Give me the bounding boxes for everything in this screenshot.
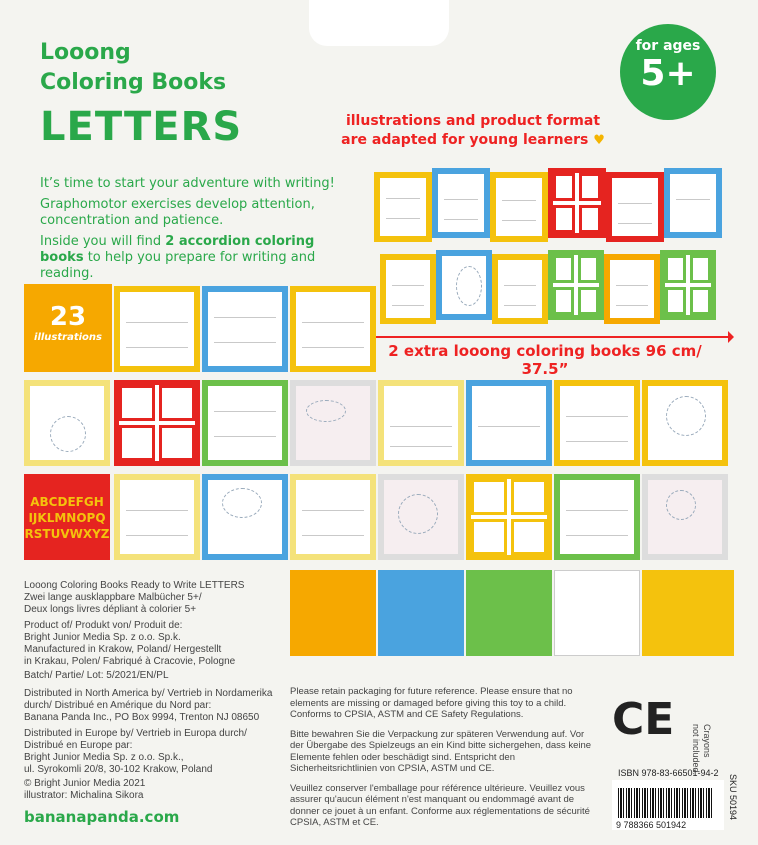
illustrations-label: illustrations <box>34 332 102 343</box>
page-thumb <box>202 286 288 372</box>
page-thumb <box>24 380 110 466</box>
copyright: © Bright Junior Media 2021 illustrator: Michalina Sikora <box>24 778 146 801</box>
page-thumb <box>642 380 728 466</box>
adapted-line-1: illustrations and product format <box>345 113 601 129</box>
page-thumb <box>642 474 728 560</box>
activity-maze <box>378 570 464 656</box>
product-info: Looong Coloring Books Ready to Write LETTERS Zwei lange ausklappbare Malbücher 5+/ Deux longs livres dépliant à colorier 5+ <box>24 580 245 615</box>
length-arrow <box>372 336 728 338</box>
safety-fr: Veuillez conserver l'emballage pour référence ultérieure. Veuillez vous assurer qu'aucun élément n'est manquant ou endommagé avant de donner ce jouet à un enfant. Conforme aux réglementations de sécurité CPSIA, ASTM et CE. <box>290 782 590 828</box>
na-distribution: Distributed in North America by/ Vertrieb in Nordamerika durch/ Distribué en Amérique du Nord par: Banana Panda Inc., PO Box 9994, Trenton NJ 08650 <box>24 688 273 723</box>
batch-info: Batch/ Partie/ Lot: 5/2021/EN/PL <box>24 670 169 681</box>
page-title: LETTERS <box>40 104 243 150</box>
brand-line-2: Coloring Books <box>40 70 227 95</box>
age-prefix: for ages <box>635 38 701 54</box>
page-thumb <box>554 474 640 560</box>
safety-en: Please retain packaging for future reference. Please ensure that no elements are missing or damaged before giving this toy to a child. Conforms to CPSIA, ASTM and CE Safety Regulations. <box>290 686 573 720</box>
activity-letters <box>466 570 552 656</box>
activity-alphabet-grid <box>290 570 376 656</box>
alphabet-row-1: ABCDEFGH <box>30 495 104 509</box>
page-thumb <box>114 286 200 372</box>
activity-coloring <box>554 570 640 656</box>
producer-info: Product of/ Produkt von/ Produit de: Bright Junior Media Sp. z o.o. Sp.k. <box>24 620 183 643</box>
ce-mark: CE <box>612 694 675 745</box>
intro-p3: Inside you will find 2 accordion coloring books to help you prepare for writing and reading. <box>40 234 316 281</box>
length-banner: 2 extra looong coloring books 96 cm/ 37.5” <box>388 342 702 378</box>
accordion-book-2 <box>380 254 716 324</box>
barcode-bars <box>618 788 714 818</box>
intro-text <box>40 176 360 287</box>
age-value: 5+ <box>640 53 696 94</box>
safety-de: Bitte bewahren Sie die Verpackung zur späteren Verwendung auf. Vor der Übergabe des Spielzeugs an ein Kind bitte sichergehen, dass keine Elemente fehlen oder beschädigt sind. Entspricht den Sicherheitsrichtlinien von CPSIA, ASTM und CE. <box>290 728 592 774</box>
hanger-hole <box>309 0 449 46</box>
adapted-note <box>338 112 608 150</box>
alphabet-row-2: IJKLMNOPQ <box>28 511 106 525</box>
eu-distribution: Distributed in Europe by/ Vertrieb in Europa durch/ Distribué en Europe par: Bright Junior Media Sp. z o.o. Sp.k., ul. Syrokomli 20/8, 30-102 Krakow, Poland <box>24 728 247 775</box>
barcode-number: 9 788366 501942 <box>616 820 687 830</box>
manufacture-info: Manufactured in Krakow, Poland/ Hergestellt in Krakau, Polen/ Fabriqué à Cracovie, Pologne <box>24 644 236 667</box>
activity-lowercase <box>642 570 734 656</box>
website-link[interactable]: bananapanda.com <box>24 808 180 826</box>
page-thumb <box>202 380 288 466</box>
illustrations-badge <box>24 284 112 372</box>
barcode <box>612 780 724 830</box>
page-thumb <box>466 380 552 466</box>
page-thumb <box>290 380 376 466</box>
adapted-line-2: are adapted for young learners <box>341 132 589 148</box>
page-thumb <box>466 474 552 560</box>
heart-icon: ♥ <box>593 133 605 148</box>
isbn: ISBN 978-83-66501-94-2 <box>618 768 719 778</box>
crayons-note: Crayons not included. <box>691 724 712 776</box>
intro-p2: Graphomotor exercises develop attention, concentration and patience. <box>40 197 315 228</box>
page-thumb <box>378 380 464 466</box>
page-thumb <box>554 380 640 466</box>
alphabet-poster <box>24 474 110 560</box>
illustrations-count: 23 <box>49 302 87 332</box>
age-badge <box>620 24 716 120</box>
page-thumb <box>378 474 464 560</box>
page-thumb <box>290 474 376 560</box>
sku: SKU 50194 <box>728 774 738 821</box>
accordion-book-1 <box>374 172 722 242</box>
page-thumb <box>290 286 376 372</box>
page-thumb <box>202 474 288 560</box>
brand-line-1: Looong <box>40 40 131 65</box>
page-thumb <box>114 474 200 560</box>
alphabet-row-3: RSTUVWXYZ <box>24 527 110 541</box>
page-thumb <box>114 380 200 466</box>
intro-p1: It’s time to start your adventure with writing! <box>40 176 335 191</box>
safety-notes <box>290 686 595 837</box>
